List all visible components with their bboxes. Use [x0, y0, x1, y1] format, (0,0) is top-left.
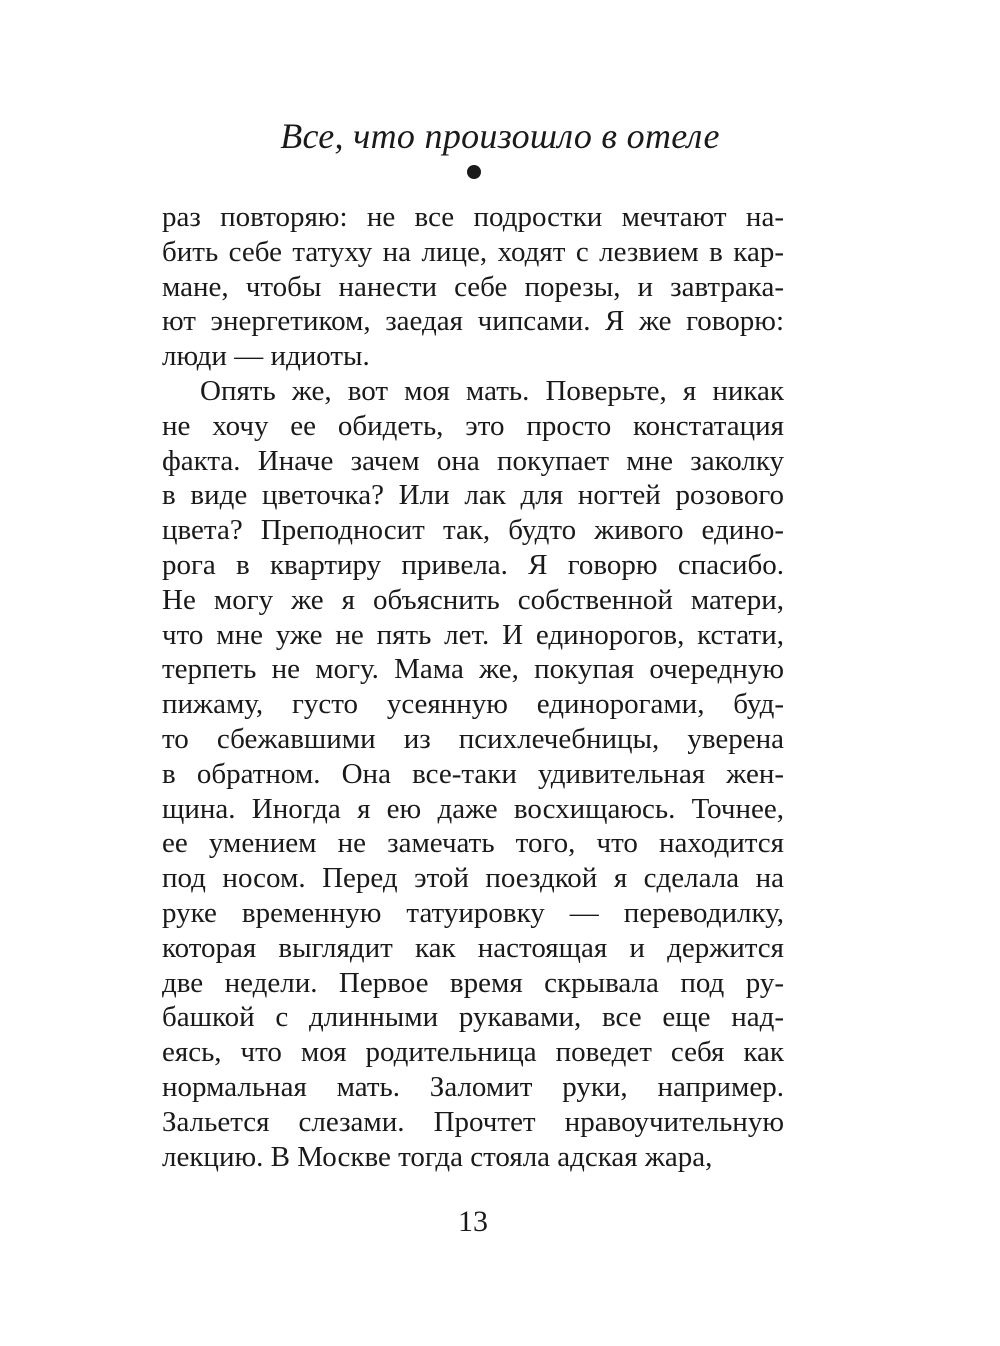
text-line: люди — идиоты.	[162, 340, 370, 373]
paragraph	[162, 200, 784, 374]
text-line: в обратном. Она все-таки удивительная жен-	[162, 757, 784, 790]
text-line: нормальная мать. Заломит руки, например.	[162, 1070, 784, 1103]
text-line: что мне уже не пять лет. И единорогов, кстати,	[162, 618, 784, 651]
text-line: мане, чтобы нанести себе порезы, и завтрака-	[162, 270, 784, 303]
text-line: факта. Иначе зачем она покупает мне заколку	[162, 444, 784, 477]
text-line: две недели. Первое время скрывала под ру-	[162, 966, 784, 999]
text-line: то сбежавшими из психлечебницы, уверена	[162, 722, 784, 755]
text-line: под носом. Перед этой поездкой я сделала на	[162, 862, 784, 895]
text-line: Зальется слезами. Прочтет нравоучительную	[162, 1105, 784, 1138]
text-line: ют энергетиком, заедая чипсами. Я же говорю:	[162, 305, 784, 338]
bullet-dot-icon	[467, 165, 481, 179]
text-line: башкой с длинными рукавами, все еще над-	[162, 1001, 784, 1034]
paragraph	[162, 374, 784, 1174]
text-line: Опять же, вот моя мать. Поверьте, я никак	[200, 374, 784, 407]
text-line: рога в квартиру привела. Я говорю спасибо.	[162, 548, 784, 581]
page-number: 13	[458, 1205, 488, 1238]
text-line: лекцию. В Москве тогда стояла адская жара,	[162, 1140, 713, 1173]
text-line: цвета? Преподносит так, будто живого едино-	[162, 514, 784, 547]
text-line: бить себе татуху на лице, ходят с лезвием в кар-	[162, 235, 784, 268]
text-line: терпеть не могу. Мама же, покупая очередную	[162, 653, 784, 686]
text-line: руке временную татуировку — переводилку,	[162, 896, 784, 929]
text-line: Не могу же я объяснить собственной матери,	[162, 583, 784, 616]
text-line: которая выглядит как настоящая и держится	[162, 931, 784, 964]
text-line: ее умением не замечать того, что находится	[162, 827, 784, 860]
body-text	[162, 200, 784, 1174]
text-line: еясь, что моя родительница поведет себя как	[162, 1036, 784, 1069]
text-line: пижаму, густо усеянную единорогами, буд-	[162, 688, 784, 721]
text-line: в виде цветочка? Или лак для ногтей розового	[162, 479, 784, 512]
text-line: щина. Иногда я ею даже восхищаюсь. Точнее,	[162, 792, 784, 825]
running-head: Все, что произошло в отеле	[280, 116, 720, 156]
text-line: раз повторяю: не все подростки мечтают на-	[162, 201, 784, 233]
text-line: не хочу ее обидеть, это просто констатация	[162, 409, 784, 442]
